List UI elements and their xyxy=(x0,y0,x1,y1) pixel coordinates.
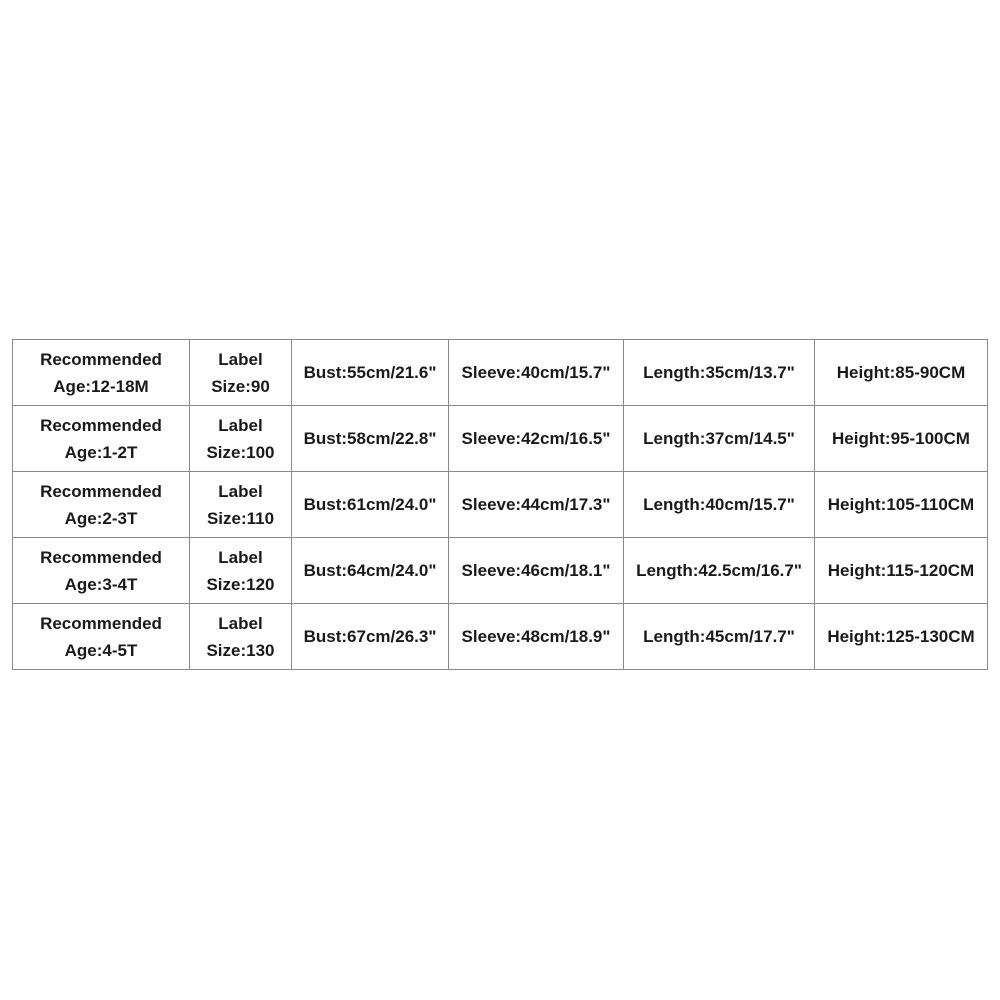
age-heading: Recommended xyxy=(40,547,162,567)
sleeve-cell: Sleeve:40cm/15.7" xyxy=(449,340,624,406)
height-cell: Height:85-90CM xyxy=(815,340,988,406)
size-chart-table xyxy=(12,339,988,670)
age-cell xyxy=(13,406,190,472)
label-heading: Label xyxy=(218,349,263,369)
age-value: Age:1-2T xyxy=(64,442,138,462)
table-row xyxy=(13,472,988,538)
label-heading: Label xyxy=(218,613,263,633)
height-cell: Height:95-100CM xyxy=(815,406,988,472)
table-row xyxy=(13,406,988,472)
bust-cell: Bust:55cm/21.6" xyxy=(292,340,449,406)
bust-cell: Bust:67cm/26.3" xyxy=(292,604,449,670)
age-heading: Recommended xyxy=(40,481,162,501)
label-size-cell xyxy=(190,472,292,538)
age-value: Age:2-3T xyxy=(64,508,138,528)
sleeve-cell: Sleeve:44cm/17.3" xyxy=(449,472,624,538)
age-cell xyxy=(13,472,190,538)
label-heading: Label xyxy=(218,547,263,567)
length-cell: Length:37cm/14.5" xyxy=(624,406,815,472)
label-size-value: Size:110 xyxy=(206,508,275,528)
length-cell: Length:40cm/15.7" xyxy=(624,472,815,538)
sleeve-cell: Sleeve:42cm/16.5" xyxy=(449,406,624,472)
sleeve-cell: Sleeve:48cm/18.9" xyxy=(449,604,624,670)
age-value: Age:3-4T xyxy=(64,574,138,594)
age-cell xyxy=(13,340,190,406)
bust-cell: Bust:64cm/24.0" xyxy=(292,538,449,604)
age-heading: Recommended xyxy=(40,415,162,435)
label-heading: Label xyxy=(218,415,263,435)
length-cell: Length:42.5cm/16.7" xyxy=(624,538,815,604)
bust-cell: Bust:58cm/22.8" xyxy=(292,406,449,472)
label-size-cell xyxy=(190,406,292,472)
length-cell: Length:35cm/13.7" xyxy=(624,340,815,406)
bust-cell: Bust:61cm/24.0" xyxy=(292,472,449,538)
label-size-value: Size:130 xyxy=(206,640,275,660)
table-row xyxy=(13,538,988,604)
age-cell xyxy=(13,604,190,670)
label-size-value: Size:120 xyxy=(206,574,275,594)
label-size-value: Size:90 xyxy=(211,376,270,396)
sleeve-cell: Sleeve:46cm/18.1" xyxy=(449,538,624,604)
table-row xyxy=(13,340,988,406)
age-value: Age:12-18M xyxy=(53,376,149,396)
label-size-cell xyxy=(190,604,292,670)
age-cell xyxy=(13,538,190,604)
table-row xyxy=(13,604,988,670)
age-heading: Recommended xyxy=(40,349,162,369)
age-heading: Recommended xyxy=(40,613,162,633)
height-cell: Height:105-110CM xyxy=(815,472,988,538)
label-size-value: Size:100 xyxy=(206,442,275,462)
label-heading: Label xyxy=(218,481,263,501)
age-value: Age:4-5T xyxy=(64,640,138,660)
label-size-cell xyxy=(190,340,292,406)
length-cell: Length:45cm/17.7" xyxy=(624,604,815,670)
height-cell: Height:125-130CM xyxy=(815,604,988,670)
height-cell: Height:115-120CM xyxy=(815,538,988,604)
label-size-cell xyxy=(190,538,292,604)
